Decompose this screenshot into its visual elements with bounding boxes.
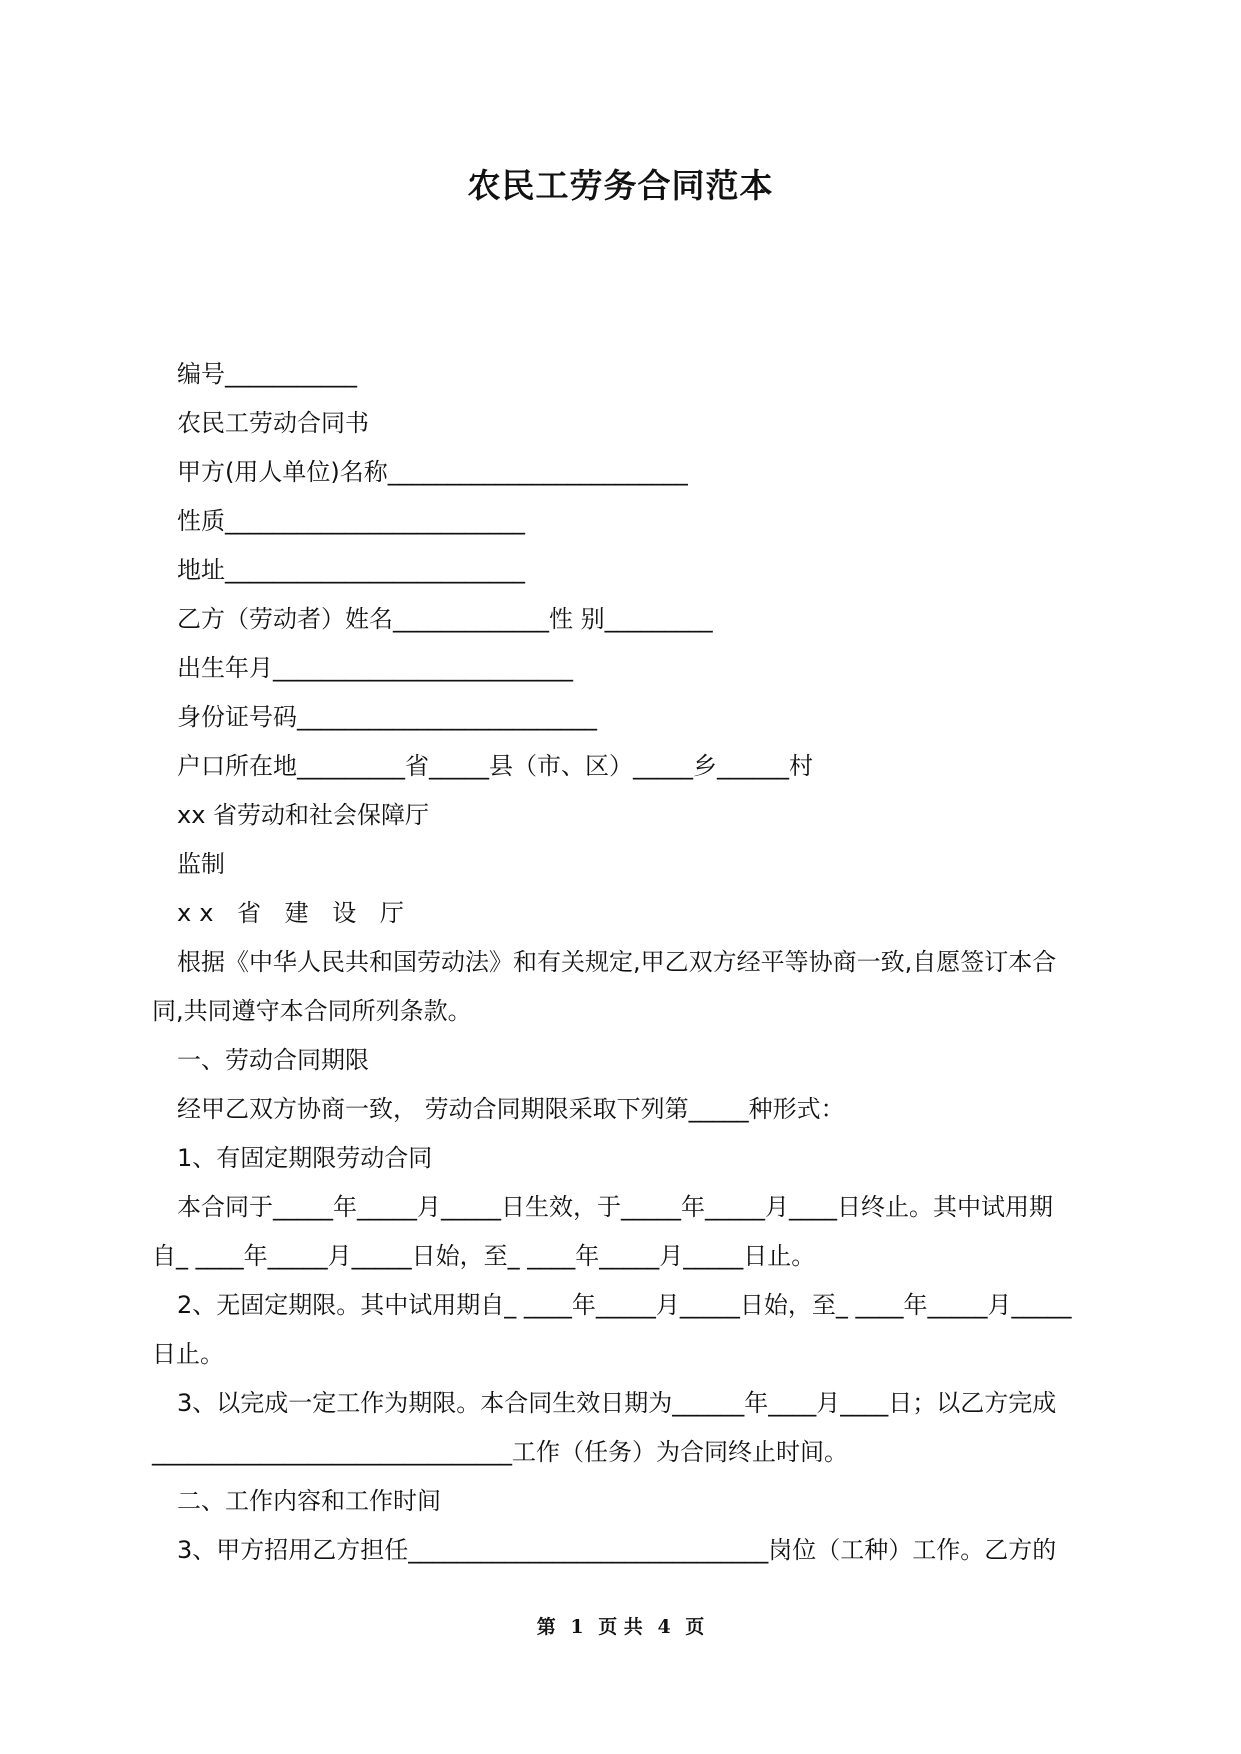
document-title: 农民工劳务合同范本: [467, 166, 774, 205]
footer-prefix: 第: [536, 1616, 556, 1638]
fixed-term-dates-line-2: 自_ ____年_____月_____日始，至_ ____年_____月_____日止。: [152, 1242, 816, 1270]
section-heading-work: 二、工作内容和工作时间: [177, 1487, 441, 1515]
footer-total-pages: 4: [657, 1616, 671, 1638]
term-option-open-line-2: 日止。: [152, 1340, 224, 1368]
fixed-term-dates-line-1: 本合同于_____年_____月_____日生效，于_____年_____月____日终止。其中试用期: [177, 1193, 1053, 1221]
issuer-labor-department: xx 省劳动和社会保障厅: [177, 801, 430, 829]
field-birth-date: 出生年月_________________________: [177, 654, 573, 682]
footer-middle: 页 共: [598, 1616, 643, 1638]
footer-page-number: 1: [570, 1616, 584, 1638]
issuer-supervision: 监制: [177, 850, 225, 878]
field-employer-name: 甲方(用人单位)名称_________________________: [177, 458, 688, 486]
field-serial-number: 编号___________: [177, 360, 357, 388]
preamble-line-1: 根据《中华人民共和国劳动法》和有关规定,甲乙双方经平等协商一致,自愿签订本合: [177, 948, 1057, 976]
document-body: [152, 350, 1102, 1575]
field-worker-name-gender: 乙方（劳动者）姓名_____________性 别_________: [177, 605, 713, 633]
term-form-choice: 经甲乙双方协商一致， 劳动合同期限采取下列第_____种形式：: [177, 1095, 845, 1123]
field-employer-address: 地址_________________________: [177, 556, 525, 584]
term-option-task-line-2: ______________________________工作（任务）为合同终止时间。: [152, 1438, 848, 1466]
field-id-number: 身份证号码_________________________: [177, 703, 597, 731]
term-option-open-line-1: 2、无固定期限。其中试用期自_ ____年_____月_____日始，至_ ____年_____月_____: [177, 1291, 1072, 1319]
field-employer-nature: 性质_________________________: [177, 507, 525, 535]
page-footer: [0, 1612, 1241, 1639]
term-option-task-line-1: 3、以完成一定工作为期限。本合同生效日期为______年____月____日；以乙方完成: [177, 1389, 1057, 1417]
issuer-construction-department: xx 省 建 设 厅: [177, 899, 412, 927]
section-heading-term: 一、劳动合同期限: [177, 1046, 369, 1074]
field-household-registration: 户口所在地_________省_____县（市、区）_____乡______村: [177, 752, 813, 780]
contract-subtitle: 农民工劳动合同书: [177, 409, 369, 437]
footer-suffix: 页: [685, 1616, 705, 1638]
work-position-line: 3、甲方招用乙方担任______________________________岗位（工种）工作。乙方的: [177, 1536, 1057, 1564]
preamble-line-2: 同,共同遵守本合同所列条款。: [152, 997, 472, 1025]
term-option-fixed: 1、有固定期限劳动合同: [177, 1144, 433, 1172]
